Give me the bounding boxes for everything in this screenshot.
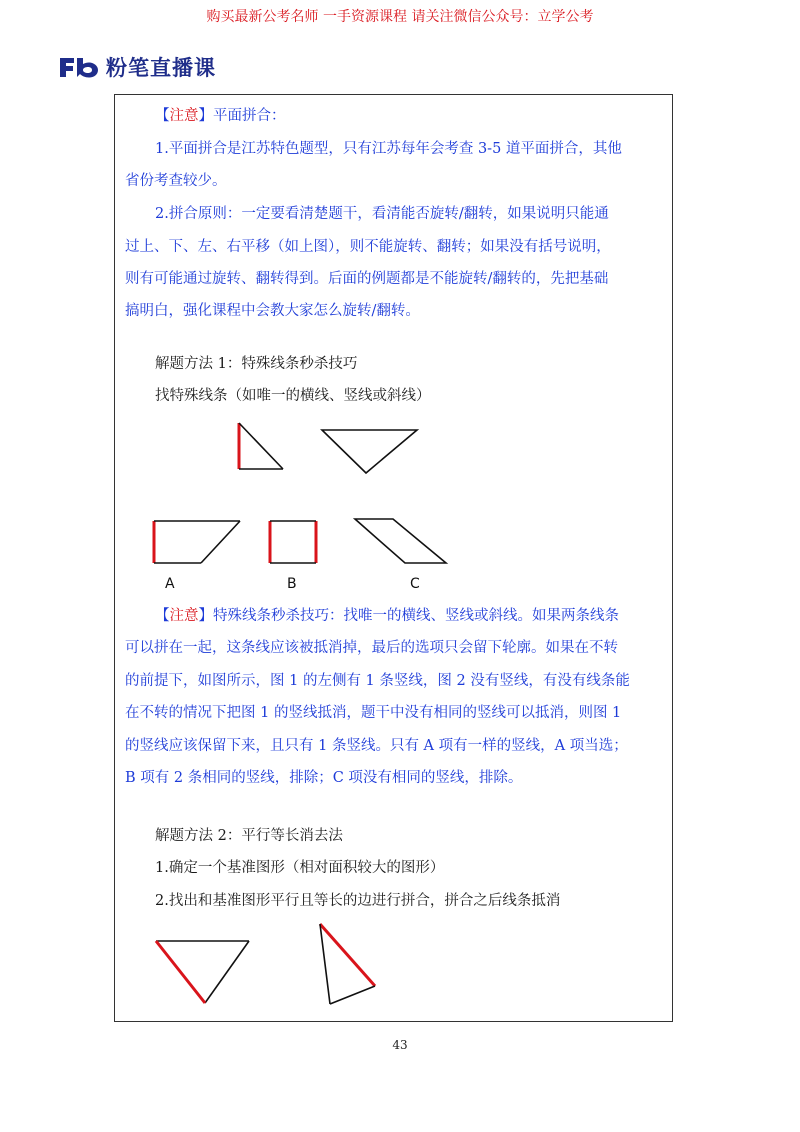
- option-b-square: [267, 519, 319, 565]
- note1-p2-line2: 过上、下、左、右平移（如上图），则不能旋转、翻转；如果没有括号说明，: [125, 239, 611, 255]
- note2-bracket-open: 【: [155, 608, 170, 624]
- figure-right-triangle: [235, 421, 285, 471]
- fenbi-logo: [58, 52, 216, 82]
- figure-slanted-triangle: [317, 921, 381, 1007]
- note1-p1-line2: 省份考查较少。: [125, 173, 227, 189]
- top-banner: 购买最新公考名师 一手资源课程 请关注微信公众号：立学公考: [206, 9, 594, 25]
- figure-inverted-triangle: [320, 428, 420, 476]
- method1-subtitle: 找特殊线条（如唯一的横线、竖线或斜线）: [155, 388, 431, 404]
- note1-tag: 注意: [169, 108, 199, 124]
- page-number: 43: [392, 1038, 408, 1052]
- note1-heading: [155, 105, 286, 127]
- note2-line4: 在不转的情况下把图 1 的竖线抵消，题干中没有相同的竖线可以抵消，则图 1: [125, 705, 622, 721]
- note1-p2-line3: 则有可能通过旋转、翻转得到。后面的例题都是不能旋转/翻转的，先把基础: [125, 271, 609, 287]
- option-c-label: C: [410, 576, 420, 592]
- note1-title: 平面拼合：: [213, 108, 286, 124]
- logo-text: 粉笔直播课: [106, 56, 216, 80]
- note2-line2: 可以拼在一起，这条线应该被抵消掉，最后的选项只会留下轮廓。如果在不转: [125, 640, 618, 656]
- note2-line3: 的前提下，如图所示，图 1 的左侧有 1 条竖线，图 2 没有竖线，有没有线条能: [125, 673, 630, 689]
- note2-line1: [155, 605, 619, 627]
- note1-bracket-close: 】: [198, 108, 213, 124]
- content-box: [114, 94, 673, 1022]
- figure-base-triangle: [153, 938, 253, 1006]
- note2-tag: 注意: [169, 608, 199, 624]
- fenbi-logo-icon: [58, 55, 100, 79]
- method1-title: 解题方法 1：特殊线条秒杀技巧: [155, 356, 358, 372]
- note1-p1-line1: 1.平面拼合是江苏特色题型，只有江苏每年会考查 3-5 道平面拼合，其他: [155, 141, 622, 157]
- note1-bracket-open: 【: [155, 108, 170, 124]
- note1-p2-line1: 2.拼合原则：一定要看清楚题干，看清能否旋转/翻转，如果说明只能通: [155, 206, 609, 222]
- method2-step1: 1.确定一个基准图形（相对面积较大的图形）: [155, 860, 445, 876]
- note2-bracket-close: 】: [198, 608, 213, 624]
- option-a-trapezoid: [151, 519, 243, 565]
- option-a-label: A: [165, 576, 175, 592]
- method2-title: 解题方法 2：平行等长消去法: [155, 828, 343, 844]
- option-b-label: B: [287, 576, 297, 592]
- note2-text-l1: 特殊线条秒杀技巧：找唯一的横线、竖线或斜线。如果两条线条: [213, 608, 619, 624]
- method2-step2: 2.找出和基准图形平行且等长的边进行拼合，拼合之后线条抵消: [155, 893, 561, 909]
- note1-p2-line4: 搞明白，强化课程中会教大家怎么旋转/翻转。: [125, 303, 420, 319]
- option-c-parallelogram: [353, 517, 449, 565]
- note2-line5: 的竖线应该保留下来，且只有 1 条竖线。只有 A 项有一样的竖线，A 项当选；: [125, 738, 628, 754]
- note2-line6: B 项有 2 条相同的竖线，排除；C 项没有相同的竖线，排除。: [125, 770, 523, 786]
